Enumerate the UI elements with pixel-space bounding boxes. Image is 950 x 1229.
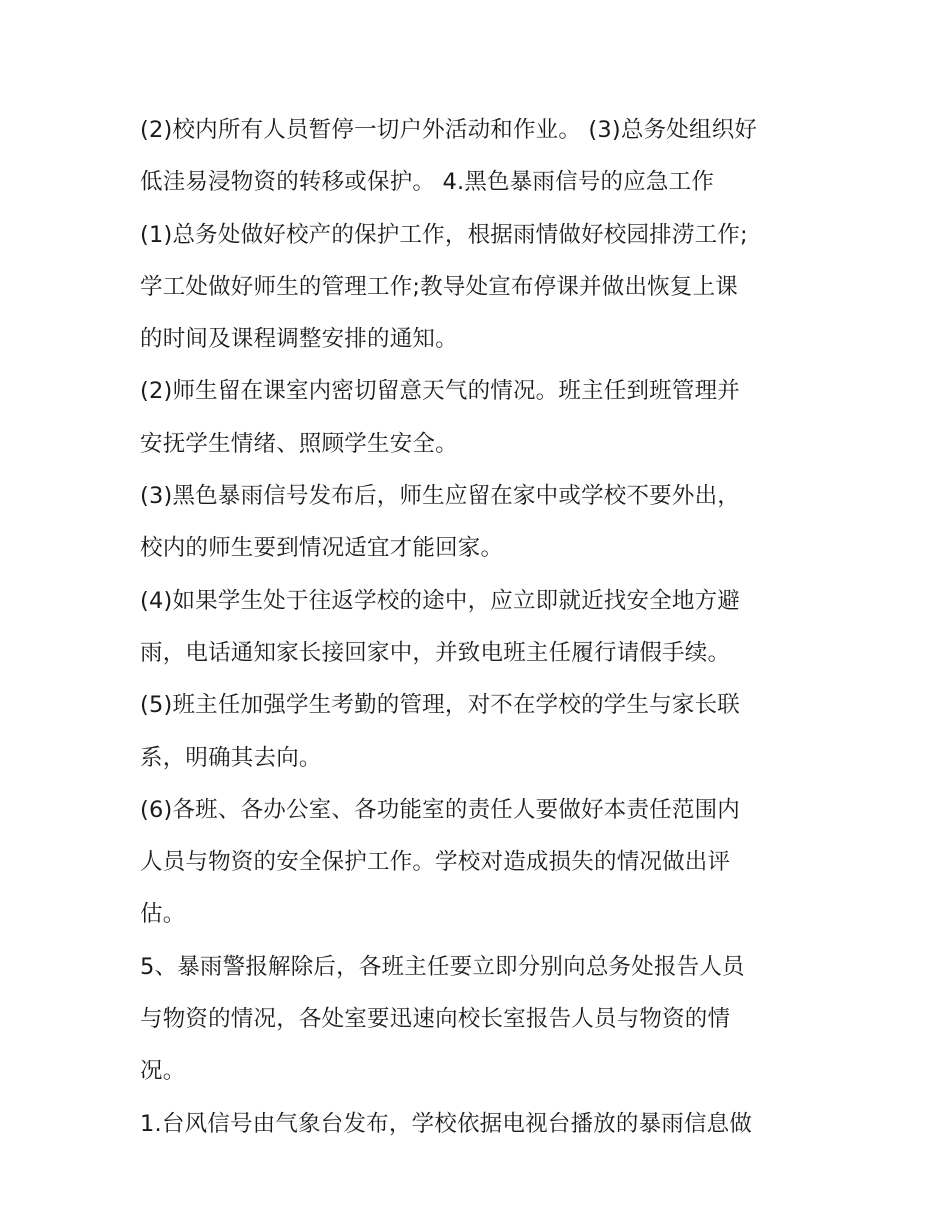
text-line: 1.台风信号由气象台发布，学校依据电视台播放的暴雨信息做	[140, 1110, 753, 1137]
text-line: (2)师生留在课室内密切留意天气的情况。班主任到班管理并	[140, 378, 740, 405]
text-line: (3)黑色暴雨信号发布后，师生应留在家中或学校不要外出，	[140, 483, 740, 510]
text-line: (6)各班、各办公室、各功能室的责任人要做好本责任范围内	[140, 796, 740, 823]
text-line: 5、暴雨警报解除后，各班主任要立即分别向总务处报告人员	[140, 953, 745, 980]
text-line: 低洼易浸物资的转移或保护。 4.黑色暴雨信号的应急工作	[140, 169, 715, 196]
text-line: (4)如果学生处于往返学校的途中，应立即就近找安全地方避	[140, 587, 740, 614]
text-line: 雨，电话通知家长接回家中，并致电班主任履行请假手续。	[140, 639, 731, 666]
text-line: 校内的师生要到情况适宜才能回家。	[140, 535, 504, 562]
text-line: 安抚学生情绪、照顾学生安全。	[140, 430, 458, 457]
text-line: (2)校内所有人员暂停一切户外活动和作业。 (3)总务处组织好	[140, 117, 758, 143]
text-line: 况。	[140, 1058, 186, 1085]
text-line: 的时间及课程调整安排的通知。	[140, 326, 458, 353]
text-line: 估。	[140, 901, 186, 928]
text-line: 与物资的情况，各处室要迅速向校长室报告人员与物资的情	[140, 1006, 731, 1033]
text-line: 学工处做好师生的管理工作;教导处宣布停课并做出恢复上课	[140, 273, 738, 300]
text-line: 系，明确其去向。	[140, 744, 322, 771]
text-line: 人员与物资的安全保护工作。学校对造成损失的情况做出评	[140, 849, 731, 876]
text-line: (1)总务处做好校产的保护工作，根据雨情做好校园排涝工作;	[140, 221, 748, 248]
text-line: (5)班主任加强学生考勤的管理，对不在学校的学生与家长联	[140, 692, 740, 719]
document-body	[140, 104, 820, 1150]
